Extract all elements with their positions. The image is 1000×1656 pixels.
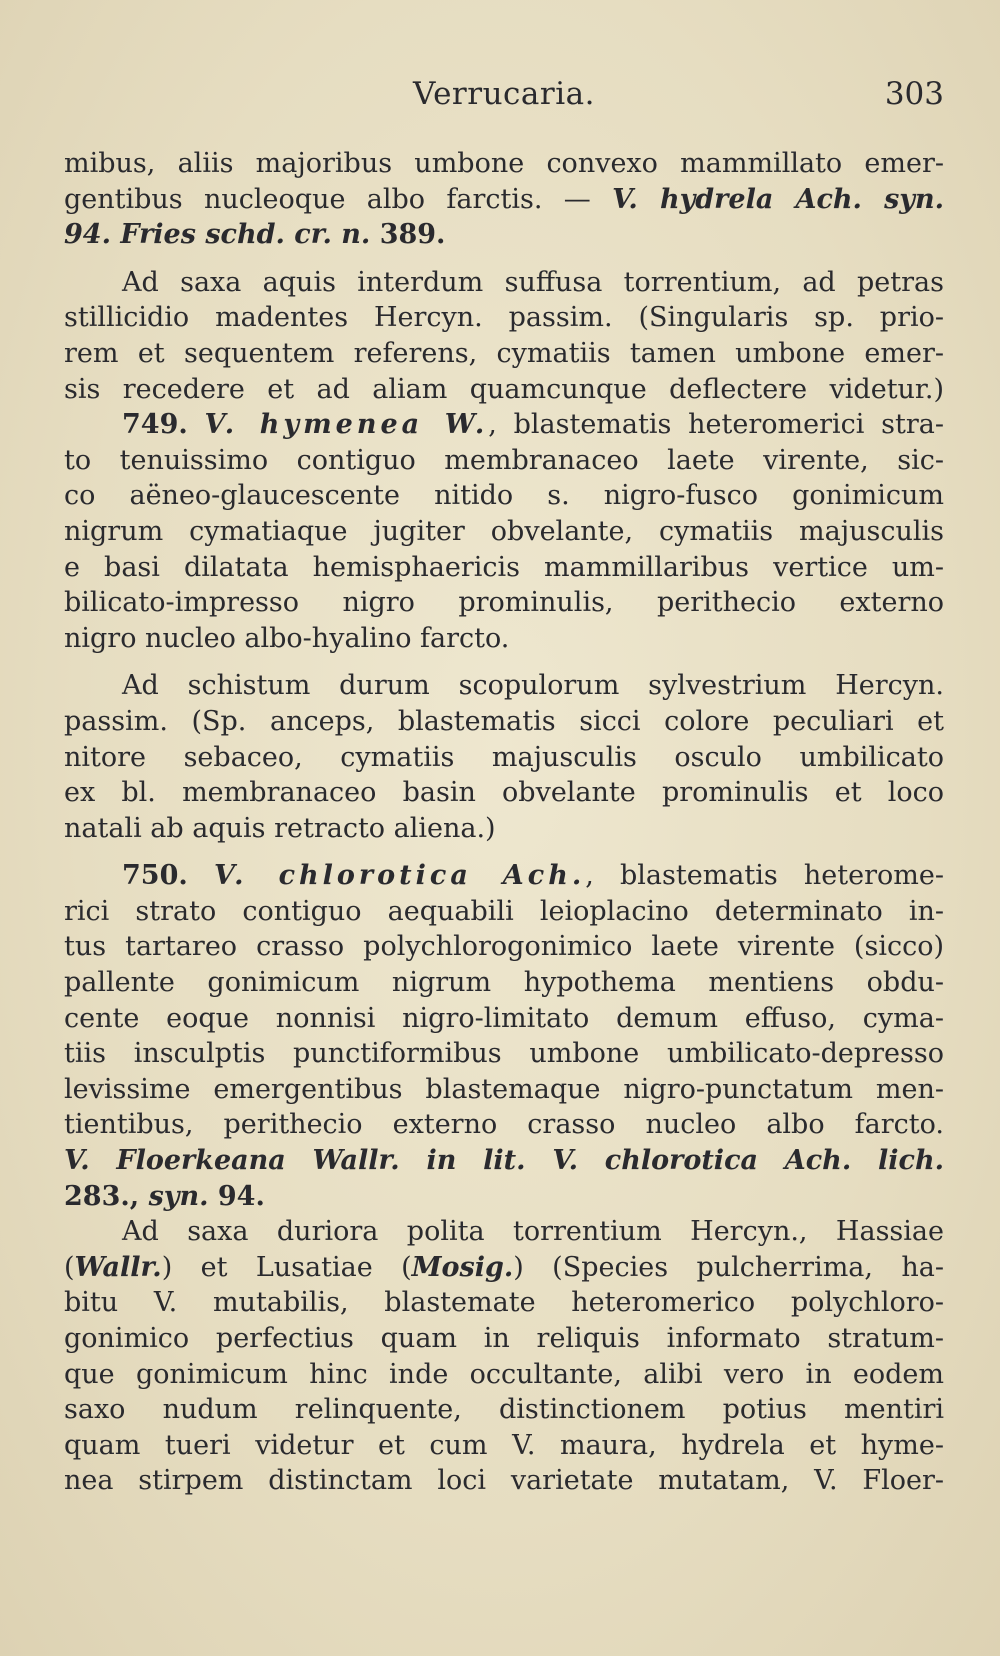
text-line: passim. (Sp. anceps, blastematis sicci colore peculiari et [64,705,944,737]
text-line: levissime emergentibus blastemaque nigro-punctatum men- [64,1073,944,1105]
text-line: bitu V. mutabilis, blastemate heteromerico polychloro- [64,1287,944,1319]
text-line: pallente gonimicum nigrum hypothema mentiens obdu- [64,967,944,999]
text-line: ex bl. membranaceo basin obvelante prominulis et loco [64,777,944,809]
collector-name: Wallr. [74,1251,162,1283]
text-line: (Wallr.) et Lusatiae (Mosig.) (Species pulcherrima, ha- [64,1251,944,1283]
text-line: tus tartareo crasso polychlorogonimico laete virente (sicco) [64,931,944,963]
text-line: nigro nucleo albo-hyalino farcto. [64,622,510,654]
text-line: gentibus nucleoque albo farctis. — V. hydrela Ach. syn. [64,183,944,215]
text-line: bilicato-impresso nigro prominulis, perithecio externo [64,587,944,619]
text-line: co aëneo-glaucescente nitido s. nigro-fusco gonimicum [64,480,944,512]
text-line: mibus, aliis majoribus umbone convexo mammillato emer- [64,148,944,179]
collector-name: Mosig. [411,1251,514,1283]
species-name: V. chlorotica Ach. [213,860,586,892]
page-number: 303 [884,76,944,112]
text-line: cente eoque nonnisi nigro-limitato demum effuso, cyma- [64,1002,944,1034]
text-line: 94. Fries schd. cr. n. 389. [64,219,446,251]
text-line: sis recedere et ad aliam quamcunque deflectere videtur.) [64,373,944,405]
text-line: nitore sebaceo, cymatiis majusculis osculo umbilicato [64,741,944,773]
synonym-citation: V. Floerkeana Wallr. in lit. V. chlorotica Ach. lich. [64,1145,944,1177]
text-line: tientibus, perithecio externo crasso nucleo albo farcto. [64,1109,944,1141]
text-line: e basi dilatata hemisphaericis mammillaribus vertice um- [64,551,944,583]
entry-number: 749. [122,409,188,441]
text-line: nea stirpem distinctam loci varietate mutatam, V. Floer- [64,1465,944,1497]
text-line: Ad schistum durum scopulorum sylvestrium Hercyn. [122,670,944,702]
page-body [64,146,944,1499]
page-header [64,76,944,116]
text-line: natali ab aquis retracto aliena.) [64,812,496,844]
text-line: nigrum cymatiaque jugiter obvelante, cymatiis majusculis [64,515,944,547]
text-line: rem et sequentem referens, cymatiis tamen umbone emer- [64,337,944,369]
entry-number: 750. [122,860,188,892]
text-line: que gonimicum hinc inde occultante, alibi vero in eodem [64,1358,944,1390]
text-line: saxo nudum relinquente, distinctionem potius mentiri [64,1394,944,1426]
text-line: Ad saxa aquis interdum suffusa torrentium, ad petras [122,266,944,298]
text-line: quam tueri videtur et cum V. maura, hydrela et hyme- [64,1429,944,1461]
species-entry-750: 750. V. chlorotica Ach., blastematis heterome- [122,860,944,892]
synonym-citation: 94. Fries schd. cr. n. [64,219,371,251]
synonym-citation: V. hydrela Ach. syn. [612,183,944,215]
species-name: V. hymenea W. [204,409,489,441]
text-line: tiis insculptis punctiformibus umbone umbilicato-depresso [64,1038,944,1070]
text-line: rici strato contiguo aequabili leioplacino determinato in- [64,895,944,927]
text-line: 283., syn. 94. [64,1180,265,1212]
running-title: Verrucaria. [413,76,595,112]
species-entry-749: 749. V. hymenea W., blastematis heteromerici stra- [122,409,944,441]
text-line: stillicidio madentes Hercyn. passim. (Singularis sp. prio- [64,302,944,334]
text-line: to tenuissimo contiguo membranaceo laete virente, sic- [64,444,944,476]
text-line: Ad saxa duriora polita torrentium Hercyn., Hassiae [122,1216,944,1248]
text-line: gonimico perfectius quam in reliquis informato stratum- [64,1323,944,1354]
